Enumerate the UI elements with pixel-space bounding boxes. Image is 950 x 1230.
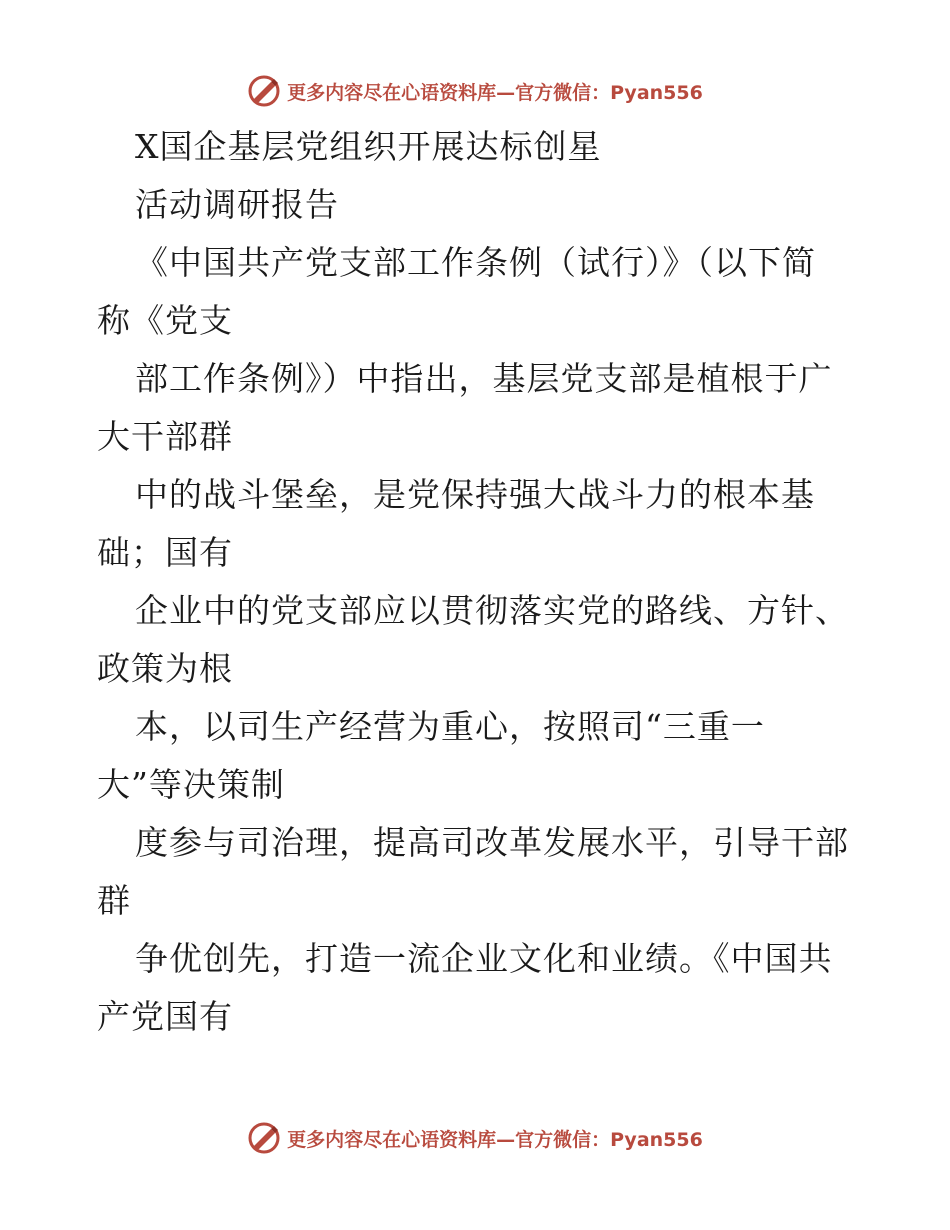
- paragraph-line: 度参与司治理，提高司改革发展水平，引导干部: [135, 823, 849, 862]
- title-line-2: 活动调研报告: [135, 185, 339, 224]
- title-line-1: X国企基层党组织开展达标创星: [135, 127, 602, 166]
- watermark-text: 更多内容尽在心语资料库—官方微信：Pyan556: [287, 81, 703, 104]
- paragraph-line: 大”等决策制: [97, 765, 285, 804]
- paragraph-line: 称《党支: [97, 301, 233, 340]
- paragraph-line: 政策为根: [97, 649, 233, 688]
- document-body: [97, 118, 867, 1046]
- paragraph-line: 产党国有: [97, 997, 233, 1036]
- top-watermark-banner: [0, 74, 950, 108]
- paragraph-line: 大干部群: [97, 417, 233, 456]
- pen-circle-logo-icon: [247, 1121, 281, 1155]
- paragraph-line: 争优创先，打造一流企业文化和业绩。《中国共: [135, 939, 833, 978]
- paragraph-line: 《中国共产党支部工作条例（试行）》（以下简: [135, 243, 816, 282]
- paragraph-line: 中的战斗堡垒，是党保持强大战斗力的根本基: [135, 475, 815, 514]
- pen-circle-logo-icon: [247, 74, 281, 108]
- paragraph-line: 础；国有: [97, 533, 233, 572]
- paragraph-line: 部工作条例》）中指出，基层党支部是植根于广: [135, 359, 833, 398]
- paragraph-line: 本，以司生产经营为重心，按照司“三重一: [135, 707, 765, 746]
- paragraph-line: 企业中的党支部应以贯彻落实党的路线、方针、: [135, 591, 849, 630]
- bottom-watermark-banner: [0, 1121, 950, 1155]
- paragraph-line: 群: [97, 881, 131, 920]
- watermark-text: 更多内容尽在心语资料库—官方微信：Pyan556: [287, 1128, 703, 1151]
